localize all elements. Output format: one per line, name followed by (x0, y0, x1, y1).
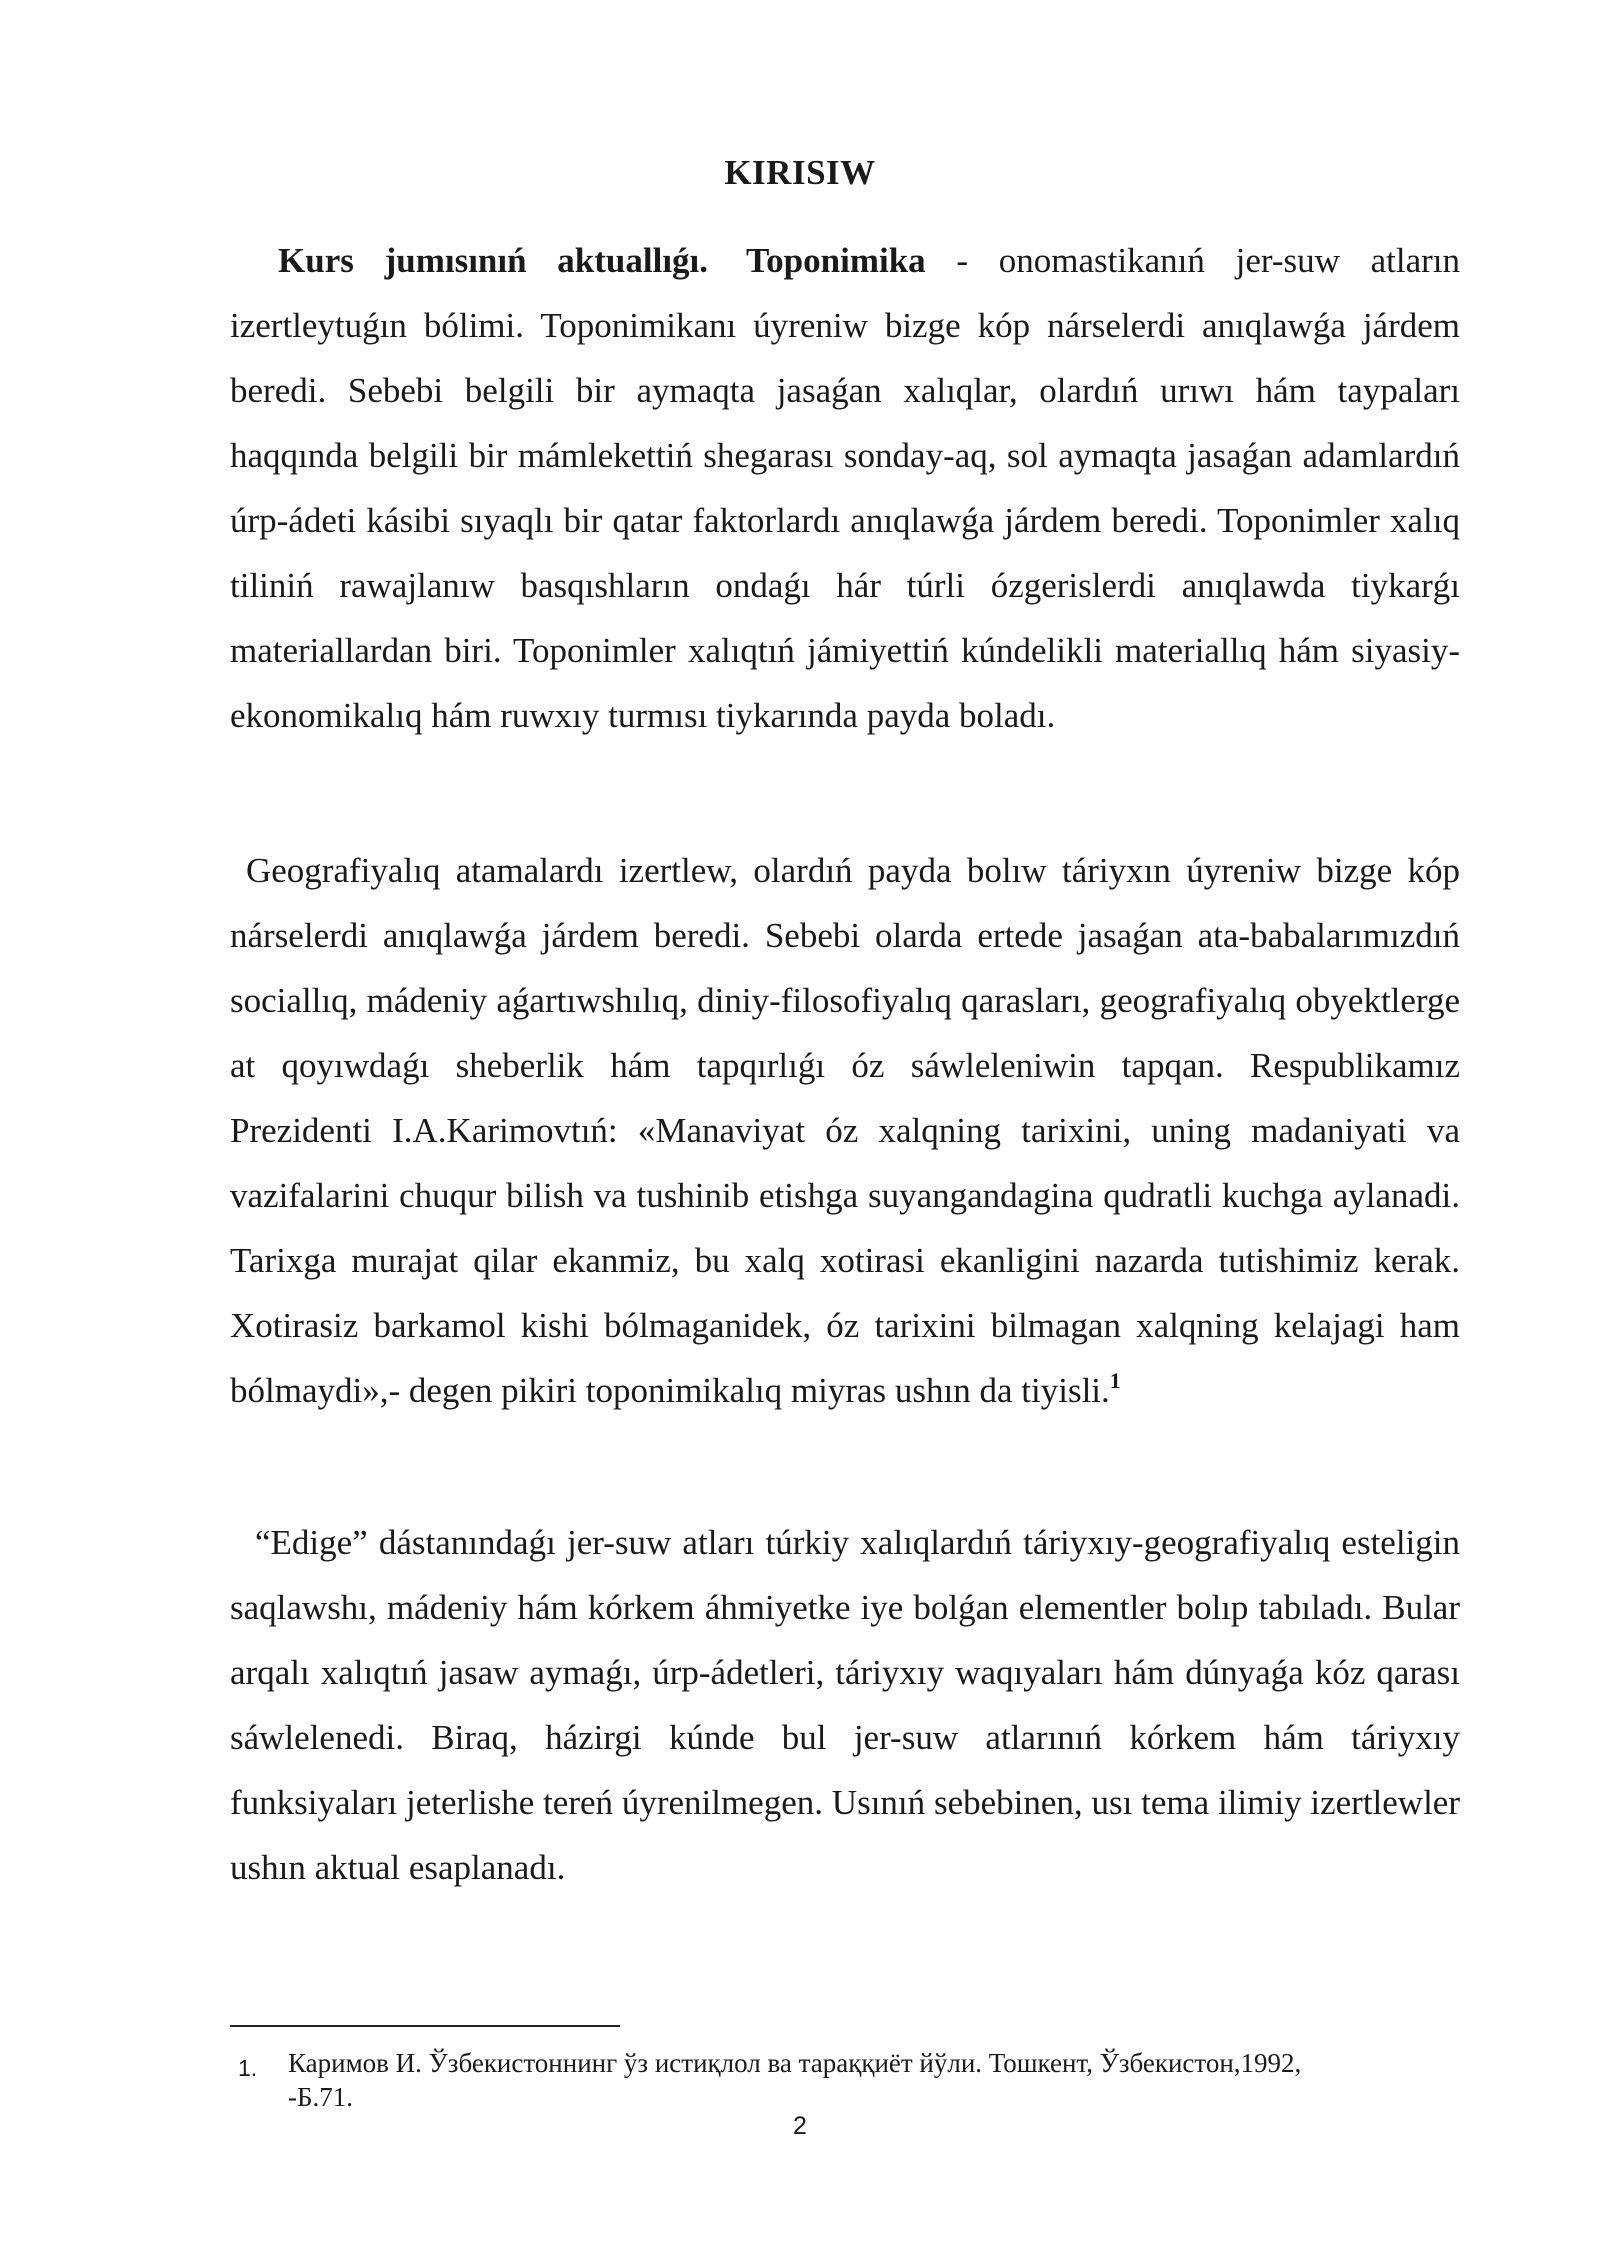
footnote-text: Каримов И. Ўзбекистоннинг ўз истиқлол ва тараққиёт йўли. Тошкент, Ўзбекистон,1992, -Б.71. (288, 2048, 1302, 2112)
footnote-reference[interactable]: 1 (1109, 1368, 1121, 1393)
paragraph-relevance (230, 228, 1460, 748)
paragraph-geography (230, 838, 1460, 1423)
relevance-heading: Kurs jumısınıń aktuallıǵı. (278, 241, 709, 280)
paragraph-relevance-text: - onomastikanıń jer-suw atların izertleytuǵın bólimi. Toponimikanı úyreniw bizge kóp nárselerdi anıqlawǵa járdem beredi. Sebebi belgili bir aymaqta jasaǵan xalıqlar, olardıń urıwı hám taypaları haqqında belgili bir mámlekettiń shegarası sonday-aq, sol aymaqta jasaǵan adamlardıń úrp-ádeti kásibi sıyaqlı bir qatar faktorlardı anıqlawǵa járdem beredi. Toponimler xalıq tiliniń rawajlanıw basqıshların ondaǵı hár túrli ózgerislerdi anıqlawda tiykarǵı materiallardan biri. Toponimler xalıqtıń jámiyettiń kúndelikli materiallıq hám siyasiy-ekonomikalıq hám ruwxıy turmısı tiykarında payda boladı. (230, 241, 1461, 735)
paragraph-edige-text: “Edige” dástanındaǵı jer-suw atları túrkiy xalıqlardıń táriyxıy-geografiyalıq esteligin saqlawshı, mádeniy hám kórkem áhmiyetke iye bolǵan elementler bolıp tabıladı. Bular arqalı xalıqtıń jasaw aymaǵı, úrp-ádetleri, táriyxıy waqıyaları hám dúnyaǵa kóz qarası sáwlelenedi. Biraq, házirgi kúnde bul jer-suw atlarınıń kórkem hám táriyxıy funksiyaları jeterlishe tereń úyrenilmegen. Usınıń sebebinen, usı tema ilimiy izertlewler ushın aktual esaplanadı. (230, 1523, 1460, 1887)
footnote-number: 1. (238, 2055, 258, 2081)
paragraph-edige (230, 1510, 1460, 1900)
page-number: 2 (793, 2112, 807, 2140)
paragraph-geography-text: Geografiyalıq atamalardı izertlew, olardıń payda bolıw táriyxın úyreniw bizge kóp nárselerdi anıqlawǵa járdem beredi. Sebebi olarda ertede jasaǵan ata-babalarımızdıń sociallıq, mádeniy aǵartıwshılıq, diniy-filosofiyalıq qarasları, geografiyalıq obyektlerge at qoyıwdaǵı sheberlik hám tapqırlıǵı óz sáwleleniwin tapqan. Respublikamız Prezidenti I.A.Karimovtıń: «Manaviyat óz xalqning tarixini, uning madaniyati va vazifalarini chuqur bilish va tushinib etishga suyangandagina qudratli kuchga aylanadi. Tarixga murajat qilar ekanmiz, bu xalq xotirasi ekanligini nazarda tutishimiz kerak. Xotirasiz barkamol kishi bólmaganidek, óz tarixini bilmagan xalqning kelajagi ham bólmaydi»,- degen pikiri toponimikalıq miyras ushın da tiyisli. (230, 851, 1460, 1410)
toponymy-term: Toponimika (746, 241, 926, 280)
footnote-divider (230, 2025, 620, 2027)
page-title: KIRISIW (724, 153, 876, 192)
